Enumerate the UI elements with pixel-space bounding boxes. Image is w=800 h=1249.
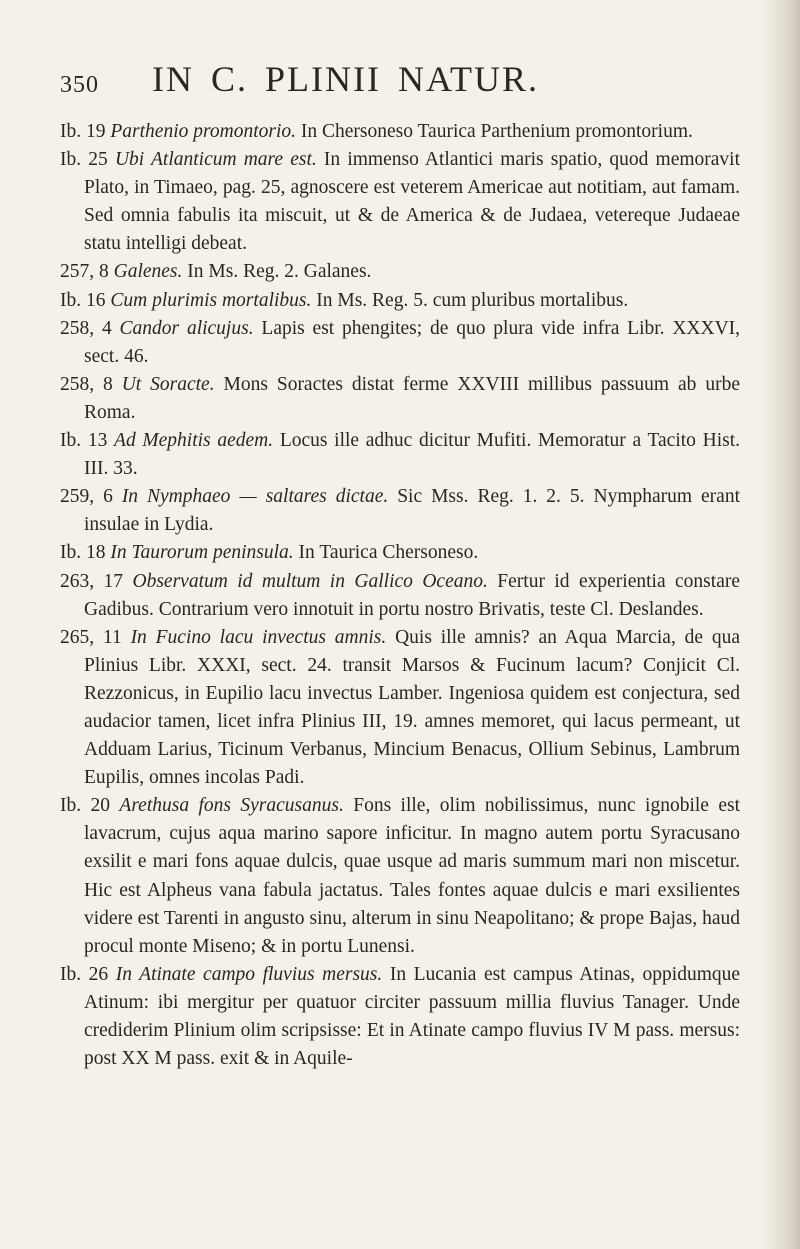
- entry-note: Quis ille amnis? an Aqua Marcia, de qua Plinius Libr. XXXI, sect. 24. transit Marsos & Fucinum lacum? Conjicit Cl. Rezzonicus, in Eupilio lacu invectus Lamber. Ingeniosa quidem est conjectura, sed audacior tamen, licet infra Plinius III, 19. amnes memoret, qui lacus permeant, ut Adduam Larius, Ticinum Verbanus, Mincium Benacus, Ollium Sebinus, Lambrum Eupilis, omnes incolas Padi.: [84, 626, 741, 789]
- entry-note: In immenso Atlantici maris spatio, quod memoravit Plato, in Timaeo, pag. 25, agnoscere est veterem Americae aut notitiam, aut famam. Sed omnia fabulis ita miscuit, ut & de America & de Judaea, vetereque Judaeae statu intelligi debeat.: [84, 149, 740, 255]
- entry-lemma: Arethusa fons Syracusanus.: [119, 795, 344, 817]
- commentary-entry: [60, 371, 740, 427]
- entry-reference: Ib. 16: [60, 289, 106, 311]
- commentary-entry: [60, 315, 740, 371]
- entry-reference: 259, 6: [60, 486, 113, 508]
- entry-note: In Taurica Chersoneso.: [298, 542, 479, 564]
- commentary-body: [60, 118, 740, 1073]
- entry-reference: Ib. 25: [60, 149, 108, 171]
- entry-lemma: Ubi Atlanticum mare est.: [114, 149, 317, 171]
- entry-reference: Ib. 13: [60, 430, 108, 452]
- entry-lemma: In Atinate campo fluvius mersus.: [115, 963, 383, 985]
- entry-reference: Ib. 19: [60, 121, 106, 142]
- commentary-entry: [60, 118, 740, 146]
- entry-reference: 257, 8: [60, 261, 109, 283]
- commentary-entry: [60, 258, 740, 286]
- entry-reference: Ib. 26: [60, 963, 109, 985]
- entry-note: In Ms. Reg. 5. cum pluribus mortalibus.: [316, 289, 629, 311]
- entry-lemma: Ut Soracte.: [121, 373, 215, 395]
- page-gutter-shadow: [762, 0, 800, 1249]
- entry-note: Mons Soractes distat ferme XXVIII millibus passuum ab urbe Roma.: [84, 373, 740, 423]
- entry-lemma: Galenes.: [113, 261, 183, 283]
- entry-lemma: In Taurorum peninsula.: [110, 542, 294, 564]
- entry-lemma: Cum plurimis mortalibus.: [110, 289, 312, 311]
- commentary-entry: [60, 539, 740, 567]
- entry-note: Fons ille, olim nobilissimus, nunc ignobile est lavacrum, cujus aqua marino sapore inficitur. In magno autem portu Syracusano exsilit e mari fons aquae dulcis, quae usque ad maris summum mari non miscetur. Hic est Alpheus vana fabula jactatus. Tales fontes aquae dulcis e mari exsilientes videre est Tarenti in angusto sinu, alterum in sinu Neapolitano; & prope Bajas, haud procul monte Miseno; & in portu Lunensi.: [84, 795, 740, 957]
- commentary-entry: [60, 624, 740, 793]
- entry-reference: Ib. 20: [60, 795, 111, 817]
- entry-lemma: In Nymphaeo — saltares dictae.: [121, 486, 389, 508]
- entry-reference: 258, 4: [60, 317, 112, 339]
- commentary-entry: [60, 483, 740, 539]
- entry-lemma: Ad Mephitis aedem.: [114, 430, 274, 452]
- entry-reference: 258, 8: [60, 373, 113, 395]
- page-header: [60, 58, 740, 108]
- commentary-entry: [60, 568, 740, 624]
- entry-note: Locus ille adhuc dicitur Mufiti. Memoratur a Tacito Hist. III. 33.: [84, 430, 741, 480]
- entry-note: Fertur id experientia constare Gadibus. Contrarium vero innotuit in portu nostro Brivatis, teste Cl. Deslandes.: [84, 570, 740, 620]
- commentary-entry: [60, 792, 740, 961]
- entry-note: In Lucania est campus Atinas, oppidumque Atinum: ibi mergitur per quatuor circiter passuum millia fluvius Tanager. Unde crediderim Plinium olim scripsisse: Et in Atinate campo fluvius IV M pass. mersus: post XX M pass. exit & in Aquile-: [84, 963, 741, 1070]
- page-number: 350: [60, 72, 99, 98]
- entry-note: Lapis est phengites; de quo plura vide infra Libr. XXXVI, sect. 46.: [84, 317, 741, 367]
- commentary-entry: [60, 961, 740, 1073]
- commentary-entry: [60, 146, 740, 258]
- entry-lemma: Parthenio promontorio.: [110, 121, 296, 142]
- entry-note: Sic Mss. Reg. 1. 2. 5. Nympharum erant insulae in Lydia.: [84, 486, 740, 536]
- running-head: IN C. PLINII NATUR.: [152, 59, 539, 99]
- entry-note: In Ms. Reg. 2. Galanes.: [187, 261, 372, 283]
- entry-lemma: In Fucino lacu invectus amnis.: [130, 626, 387, 648]
- entry-reference: Ib. 18: [60, 542, 106, 564]
- entry-note: In Chersoneso Taurica Parthenium promontorium.: [300, 121, 693, 142]
- commentary-entry: [60, 427, 740, 483]
- entry-lemma: Candor alicujus.: [119, 317, 254, 339]
- entry-reference: 265, 11: [60, 626, 122, 648]
- commentary-entry: [60, 287, 740, 315]
- entry-reference: 263, 17: [60, 570, 124, 592]
- entry-lemma: Observatum id multum in Gallico Oceano.: [132, 570, 488, 592]
